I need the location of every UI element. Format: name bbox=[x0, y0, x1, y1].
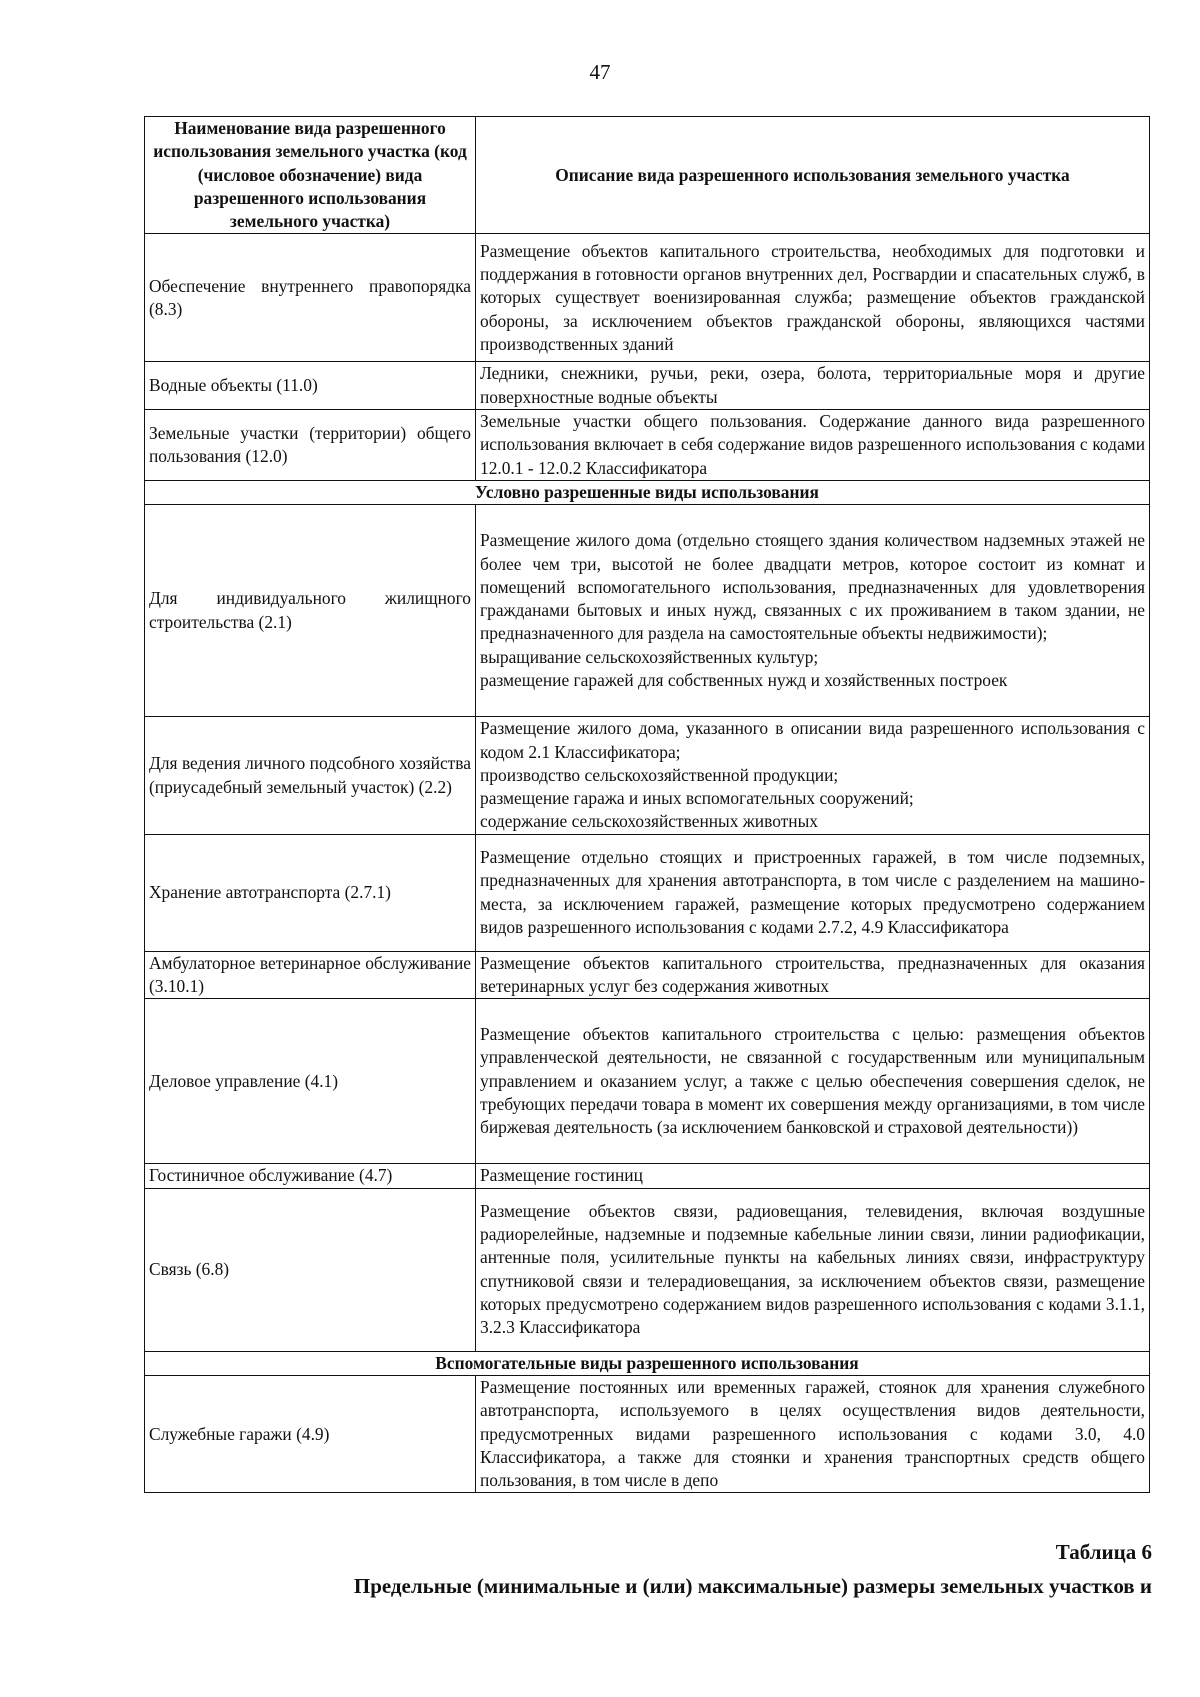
table-row bbox=[145, 717, 1150, 834]
table-row bbox=[145, 999, 1150, 1164]
table-row bbox=[145, 1375, 1150, 1492]
row-description: Размещение объектов капитального строительства с целью: размещения объектов управленческой деятельности, не связанной с государственным или муниципальным управлением и оказанием услуг, а также с целью обеспечения совершения сделок, не требующих передачи товара в момент их совершения между организациями, в том числе биржевая деятельность (за исключением банковской и страховой деятельности)) bbox=[476, 999, 1150, 1164]
row-name: Деловое управление (4.1) bbox=[145, 999, 476, 1164]
header-description: Описание вида разрешенного использования земельного участка bbox=[476, 117, 1150, 234]
row-description: Ледники, снежники, ручьи, реки, озера, болота, территориальные моря и другие поверхностные водные объекты bbox=[476, 362, 1150, 410]
row-description: Размещение объектов капитального строительства, необходимых для подготовки и поддержания в готовности органов внутренних дел, Росгвардии и спасательных служб, в которых существует военизированная служба; размещение объектов гражданской обороны, за исключением объектов гражданской обороны, являющихся частями производственных зданий bbox=[476, 234, 1150, 362]
row-name: Для ведения личного подсобного хозяйства (приусадебный земельный участок) (2.2) bbox=[145, 717, 476, 834]
section-row bbox=[145, 480, 1150, 504]
row-description: Размещение объектов капитального строительства, предназначенных для оказания ветеринарных услуг без содержания животных bbox=[476, 951, 1150, 999]
row-description: Размещение отдельно стоящих и пристроенных гаражей, в том числе подземных, предназначенных для хранения автотранспорта, в том числе с разделением на машино- места, за исключением гаражей, размещение которых предусмотрено содержанием видов разрешенного использования с кодами 2.7.2, 4.9 Классификатора bbox=[476, 834, 1150, 951]
table-row bbox=[145, 410, 1150, 481]
table-subcaption: Предельные (минимальные и (или) максимальные) размеры земельных участков и bbox=[353, 1574, 1152, 1598]
table-caption: Таблица 6 bbox=[1055, 1540, 1152, 1564]
row-name: Обеспечение внутреннего правопорядка (8.3) bbox=[145, 234, 476, 362]
table-row bbox=[145, 505, 1150, 717]
row-description bbox=[476, 505, 1150, 717]
section-auxiliary-title: Вспомогательные виды разрешенного использования bbox=[145, 1351, 1150, 1375]
row-description: Размещение постоянных или временных гаражей, стоянок для хранения служебного автотранспорта, используемого в целях осуществления видов деятельности, предусмотренных видами разрешенного использования с кодами 3.0, 4.0 Классификатора, а также для стоянки и хранения транспортных средств общего пользования, в том числе в депо bbox=[476, 1375, 1150, 1492]
description-line: размещение гаражей для собственных нужд и хозяйственных построек bbox=[480, 670, 1008, 690]
table-row bbox=[145, 362, 1150, 410]
section-row bbox=[145, 1351, 1150, 1375]
table-row bbox=[145, 1164, 1150, 1188]
table-row bbox=[145, 834, 1150, 951]
row-name: Хранение автотранспорта (2.7.1) bbox=[145, 834, 476, 951]
row-name: Для индивидуального жилищного строительства (2.1) bbox=[145, 505, 476, 717]
table-row bbox=[145, 234, 1150, 362]
land-use-table bbox=[144, 116, 1150, 1493]
description-line: Размещение жилого дома (отдельно стоящего здания количеством надземных этажей не более чем три, высотой не более двадцати метров, которое состоит из комнат и помещений вспомогательного использования, предназначенных для удовлетворения гражданами бытовых и иных нужд, связанных с их проживанием в таком здании, не предназначенного для раздела на самостоятельные объекты недвижимости); bbox=[480, 530, 1145, 644]
row-name: Гостиничное обслуживание (4.7) bbox=[145, 1164, 476, 1188]
section-conditional-title: Условно разрешенные виды использования bbox=[145, 480, 1150, 504]
row-name: Служебные гаражи (4.9) bbox=[145, 1375, 476, 1492]
description-line: размещение гаража и иных вспомогательных сооружений; bbox=[480, 788, 914, 809]
description-line: производство сельскохозяйственной продукции; bbox=[480, 764, 839, 785]
page-number: 47 bbox=[589, 60, 611, 84]
header-name: Наименование вида разрешенного использования земельного участка (код (числовое обозначение) вида разрешенного использования земельного участка) bbox=[145, 117, 476, 234]
row-description: Земельные участки общего пользования. Содержание данного вида разрешенного использования включает в себя содержание видов разрешенного использования с кодами 12.0.1 - 12.0.2 Классификатора bbox=[476, 410, 1150, 481]
row-description: Размещение объектов связи, радиовещания, телевидения, включая воздушные радиорелейные, надземные и подземные кабельные линии связи, линии радиофикации, антенные поля, усилительные пункты на кабельных линиях связи, инфраструктуру спутниковой связи и телерадиовещания, за исключением объектов связи, размещение которых предусмотрено содержанием видов разрешенного использования с кодами 3.1.1, 3.2.3 Классификатора bbox=[476, 1188, 1150, 1351]
description-line: выращивание сельскохозяйственных культур; bbox=[480, 646, 819, 667]
row-name: Водные объекты (11.0) bbox=[145, 362, 476, 410]
row-name: Земельные участки (территории) общего пользования (12.0) bbox=[145, 410, 476, 481]
description-line: Размещение жилого дома, указанного в описании вида разрешенного использования с кодом 2.1 Классификатора; bbox=[480, 718, 1145, 762]
row-description bbox=[476, 717, 1150, 834]
table-header-row bbox=[145, 117, 1150, 234]
row-description: Размещение гостиниц bbox=[476, 1164, 1150, 1188]
row-name: Амбулаторное ветеринарное обслуживание (3.10.1) bbox=[145, 951, 476, 999]
table-row bbox=[145, 951, 1150, 999]
table-row bbox=[145, 1188, 1150, 1351]
row-name: Связь (6.8) bbox=[145, 1188, 476, 1351]
description-line: содержание сельскохозяйственных животных bbox=[480, 811, 818, 832]
